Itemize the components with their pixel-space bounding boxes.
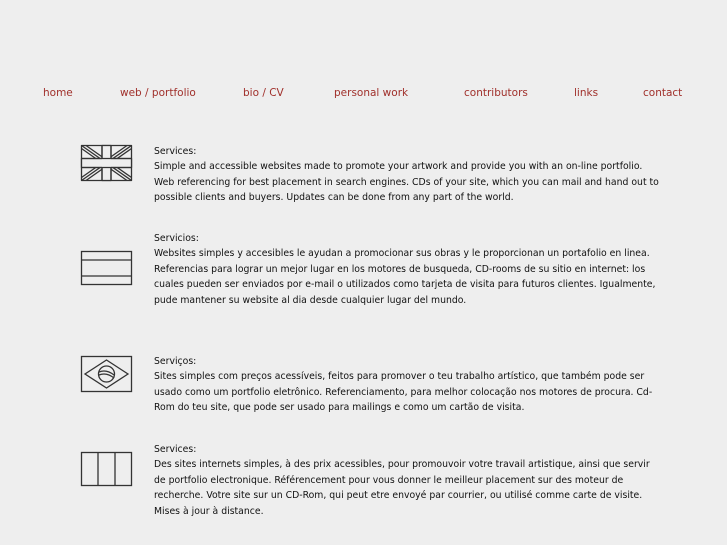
- section-body: Sites simples com preços acessíveis, feitos para promover o teu trabalho artístico, que também pode ser usado como um portfolio eletrônico. Referenciamento, para melhor colocação nos motores de procura. Cd-Rom do teu site, que pode ser usado para mailings e como um cartão de visita.: [154, 371, 653, 414]
- section-body: Websites simples y accesibles le ayudan a promocionar sus obras y le proporcionan un portafolio en linea. Referencias para lograr un mejor lugar en los motores de busqueda, CD-rooms de su sitio en internet: los cuales pueden ser enviados por e-mail o utilizados como tarjeta de visita para futuros clientes. Igualmente, pude mantener su website al dia desde cualquier lugar del mundo.: [154, 248, 656, 306]
- nav-home[interactable]: home: [43, 87, 73, 99]
- spain-flag-icon: [80, 250, 133, 286]
- main-nav: [0, 87, 727, 101]
- section-title: Servicios:: [154, 233, 199, 244]
- uk-flag-icon: [80, 144, 133, 182]
- nav-bio-cv[interactable]: bio / CV: [243, 87, 284, 99]
- section-body: Simple and accessible websites made to promote your artwork and provide you with an on-line portfolio. Web referencing for best placement in search engines. CDs of your site, which you can mail and hand out to possible clients and buyers. Updates can be done from any part of the world.: [154, 161, 659, 204]
- section-title: Services:: [154, 444, 197, 455]
- nav-contact[interactable]: contact: [643, 87, 683, 99]
- nav-links[interactable]: links: [574, 87, 599, 99]
- section-title: Serviços:: [154, 356, 197, 367]
- nav-web-portfolio[interactable]: web / portfolio: [120, 87, 196, 99]
- nav-contributors[interactable]: contributors: [464, 87, 528, 99]
- brazil-flag-icon: [80, 355, 133, 393]
- section-title: Services:: [154, 146, 197, 157]
- nav-personal-work[interactable]: personal work: [334, 87, 409, 99]
- section-body: Des sites internets simples, à des prix acessibles, pour promouvoir votre travail artistique, ainsi que servir de portfolio electronique. Référencement pour vous donner le meilleur placement sur des moteur de recherche. Votre site sur un CD-Rom, qui peut etre envoyé par courrier, ou utilisé comme carte de visite. Mises à jour à distance.: [154, 459, 650, 517]
- france-flag-icon: [80, 451, 133, 487]
